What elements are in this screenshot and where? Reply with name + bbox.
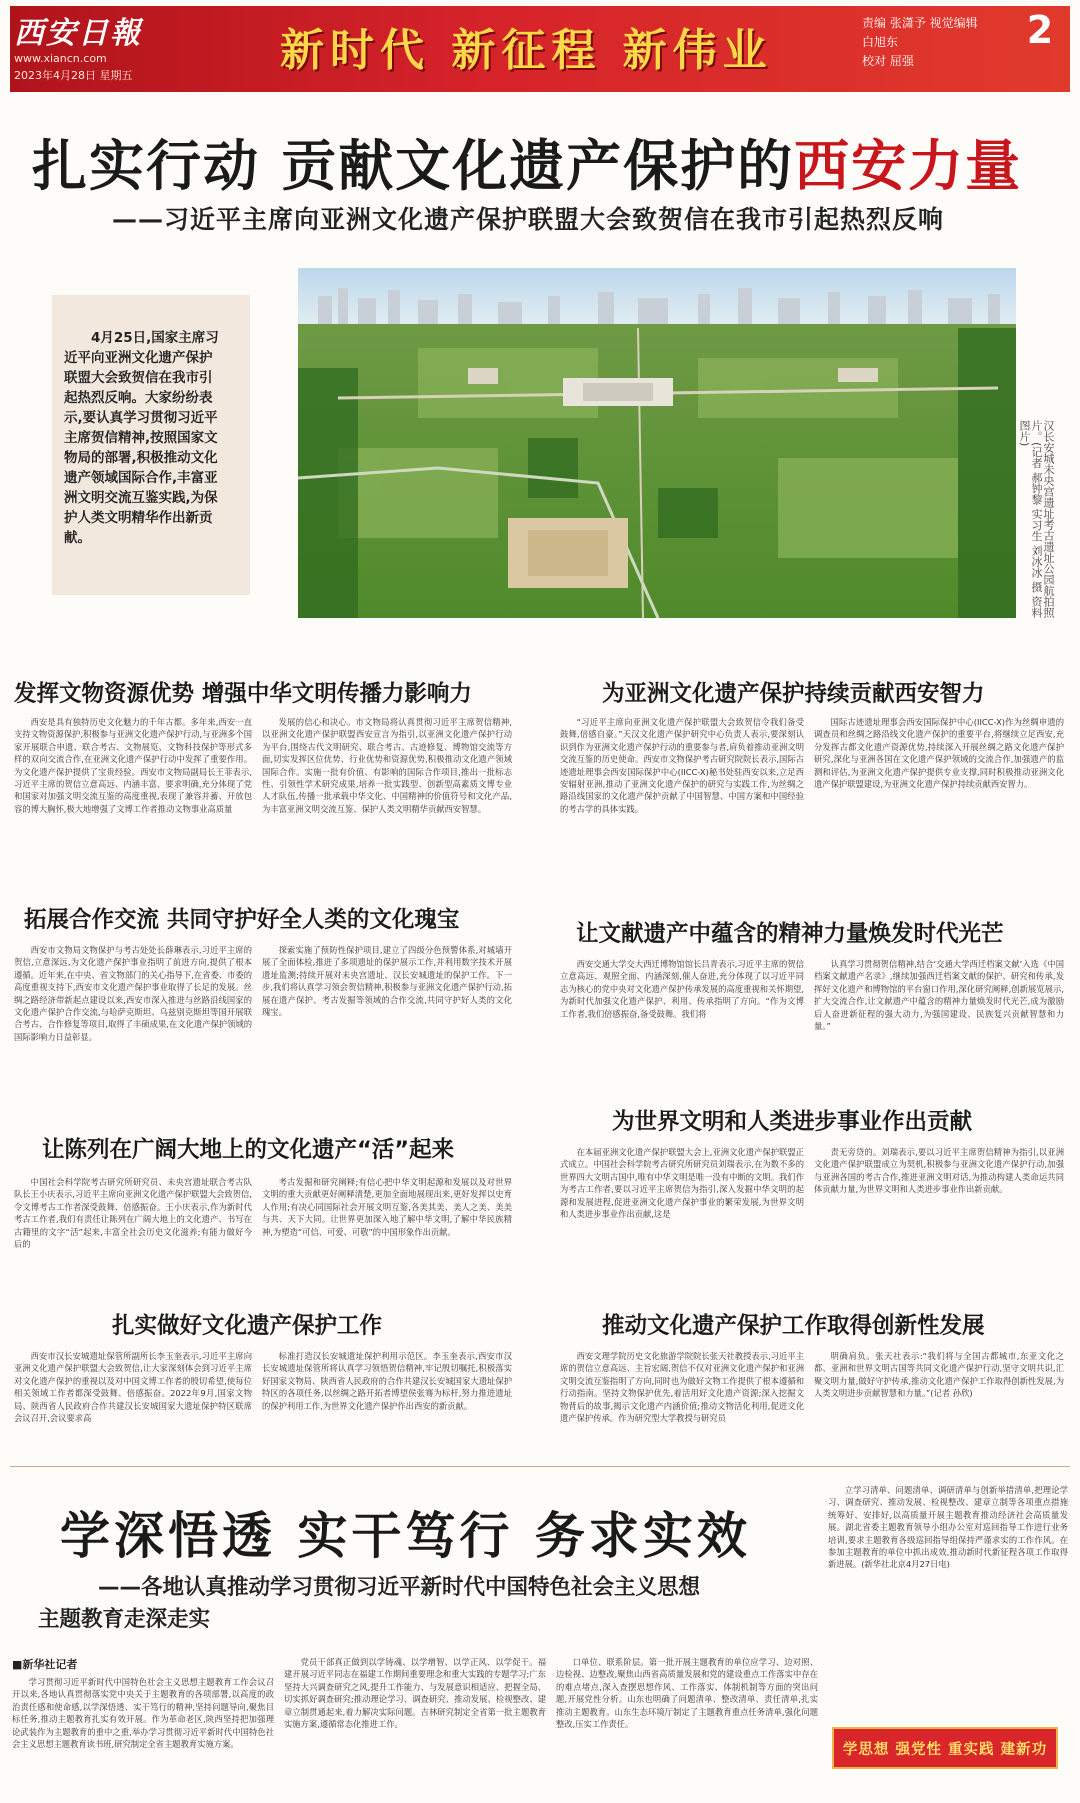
headline-part-1: 扎实行动 贡献文化遗产保护的: [32, 134, 795, 198]
section-7-col-1: 西安市汉长安城遗址保管所副所长李玉奎表示,习近平主席向亚洲文化遗产保护联盟大会致贺信,让大家深刻体会到习近平主席对文化遗产保护的重视以及对中国文博工作者的殷切希望,使每位相关领域工作者都深受鼓舞、倍感振奋。2022年9月,国家文物局、陕西省人民政府合作共建汉长安城国家大遗址保护特区联席会议召开,会议要求高: [14, 1351, 252, 1424]
campaign-tag: 学思想 强党性 重实践 建新功: [832, 1727, 1058, 1769]
editor-line-2: 校对 屈强: [862, 54, 914, 68]
photo-caption: 汉长安城未央宫遗址考古遗址公园航拍照片。(记者 郝钟黎 实习生 刘冰冰 摄 资料图片): [1018, 420, 1055, 618]
section-8-col-1: 西安文理学院历史文化旅游学院院长张天社教授表示,习近平主席的贺信立意高远、主旨宏阔,贺信不仅对亚洲文化遗产保护和亚洲文明交流互鉴指明了方向,同时也为做好文物工作提供了根本遵循和行动指南。坚持文物保护优先,着活用好文化遗产资源;深入挖掘文物背后的故事,揭示文化遗产内涵价值;推动文物活化利用,促进文化遗产保护传承。作为研究型大学教授与研究员: [560, 1351, 804, 1424]
section-2-col-1: “习近平主席向亚洲文化遗产保护联盟大会致贺信令我们备受鼓舞,倍感自豪。”天汉文化遗产保护研究中心负责人表示,要深刻认识到作为亚洲文化遗产保护行动的重要参与者,肩负着推动亚洲文明交流互鉴的历史使命。西安市文物保护考古研究院院长表示,国际古迹遗址理事会西安国际保护中心(IICC-X)秘书处驻西安以来,立足西安辐射亚洲,推动了亚洲文化遗产保护的研究与实践工作,为丝绸之路沿线国家的文化遗产保护贡献了中国智慧、中国方案和中国经验的考古学的具体实践。: [560, 717, 804, 814]
section-title-7: 扎实做好文化遗产保护工作: [112, 1313, 383, 1339]
lower-col-4: 立学习清单、问题清单、调研清单与创新举措清单,把理论学习、调查研究、推动发展、检视整改、建章立制等各项重点措施统筹好、安排好,以高质量开展主题教育推动经济社会高质量发展。湖北省委主题教育领导小组办公室对巡回指导工作进行业务培训,要求主题教育各级巡回指导组保持严谨求实的工作作风。在参加主题教育的单位中抓出成效,推动新时代新征程各项工作取得新进展。(新华社北京4月27日电): [828, 1485, 1068, 1570]
newspaper-logo[interactable]: 西安日報: [14, 16, 142, 51]
headline-part-2: 西安力量: [794, 134, 1023, 198]
page-slogan: 新时代 新征程 新伟业: [280, 25, 773, 76]
section-divider: [10, 1466, 1070, 1467]
section-8-col-2: 明确肩负。张天社表示:“我们将与全国古都城市,东亚文化之都、亚洲和世界文明古国等共同文化遗产保护行动,坚守文明共识,汇聚文明力量,做好守护传承,推动文化遗产保护工作取得创新性发展,为人类文明进步贡献智慧和力量。”(记者 孙欣): [814, 1351, 1064, 1399]
section-3-col-1: 西安市文物局文物保护与考古处处长薛琳表示,习近平主席的贺信,立意深远,为文化遗产保护事业指明了前进方向,提供了根本遵循。近年来,在中央、省文物部门的关心指导下,在省委、市委的高度重视支持下,西安市文化遗产保护事业取得了长足的发展。丝绸之路经济带新起点建设以来,西安市深入推进与丝路沿线国家的文化遗产保护合作交流,与哈萨克斯坦、乌兹别克斯坦等国开展联合考古、合作修复等项目,取得了丰硕成果,在文化遗产保护领域的国际影响力日益彰显。: [14, 945, 252, 1042]
section-5-col-1: 中国社会科学院考古研究所研究员、未央宫遗址联合考古队队长王小庆表示,习近平主席向亚洲文化遗产保护联盟大会致贺信,令文博考古工作者深受鼓舞、倍感振奋。王小庆表示,作为新时代考古工作者,我们有责任让陈列在广阔大地上的文化遗产、书写在古籍里的文字“活”起来,丰富全社会历史文化滋养;有能力做好今后的: [14, 1177, 252, 1250]
section-title-6: 为世界文明和人类进步事业作出贡献: [612, 1109, 973, 1135]
byline: ■新华社记者: [12, 1658, 78, 1671]
section-title-1: 发挥文物资源优势 增强中华文明传播力影响力: [14, 681, 472, 707]
section-4-col-1: 西安交通大学交大西迁博物馆馆长吕青表示,习近平主席的贺信立意高远、观照全面、内涵深刻,催人奋进,充分体现了以习近平同志为核心的党中央对文化遗产保护传承发展的高度重视和关怀期望,为新时代加强文化遗产保护、利用、传承指明了方向。“作为文博工作者,我们倍感振奋,备受鼓舞。我们将: [560, 959, 804, 1019]
lower-headline: 学深悟透 实干笃行 务求实效: [60, 1507, 751, 1565]
section-title-8: 推动文化遗产保护工作取得创新性发展: [602, 1313, 985, 1339]
main-headline: [32, 122, 1022, 201]
lead-text: 4月25日,国家主席习近平向亚洲文化遗产保护联盟大会致贺信在我市引起热烈反响。大家纷纷表示,要认真学习贯彻习近平主席贺信精神,按照国家文物局的部署,积极推动文化遗产领域国际合作,丰富亚洲文明交流互鉴实践,为保护人类文明精华作出新贡献。: [64, 330, 219, 546]
section-7-col-2: 标准打造汉长安城遗址保护利用示范区。李玉奎表示,西安市汉长安城遗址保管所将认真学习领悟贺信精神,牢记殷切嘱托,积极落实好国家文物局、陕西省人民政府的合作共建汉长安城国家大遗址保护特区的各项任务,以丝绸之路开拓者博望侯张骞为标杆,努力推进遗址的保护利用工作,为世界文化遗产保护作出西安的新贡献。: [262, 1351, 512, 1411]
page-number: 2: [1026, 8, 1054, 52]
aerial-photo: [298, 268, 1016, 618]
aerial-photo-illustration: [298, 268, 1016, 618]
main-subheadline: ——习近平主席向亚洲文化遗产保护联盟大会致贺信在我市引起热烈反响: [112, 205, 945, 234]
site-url[interactable]: www.xiancn.com: [14, 52, 107, 65]
section-6-col-2: 责无旁贷的。刘瑞表示,要以习近平主席贺信精神为指引,以亚洲文化遗产保护联盟成立为契机,积极参与亚洲文化遗产保护行动,加强与亚洲各国的考古合作,推进亚洲文明对话,为推动构建人类命运共同体贡献力量,为世界文明和人类进步事业作出新贡献。: [814, 1147, 1064, 1195]
lower-subheadline-2: 主题教育走深走实: [38, 1607, 211, 1632]
section-title-3: 拓展合作交流 共同守护好全人类的文化瑰宝: [24, 907, 460, 933]
section-5-col-2: 考古发掘和研究阐释;有信心把中华文明起源和发展以及对世界文明的重大贡献更好阐释清楚,更加全面地展现出来,更好发挥以史育人作用;有决心同国际社会开展文明互鉴,各美其美、美人之美、美美与共、天下大同。让世界更加深入地了解中华文明,了解中华民族精神,为塑造“可信、可爱、可敬”的中国形象作出贡献。: [262, 1177, 512, 1237]
section-1-col-1: 西安是具有独特历史文化魅力的千年古都。多年来,西安一直支持文物资源保护,积极参与亚洲文化遗产保护行动,与亚洲多个国家开展联合申遗、联合考古、文物展览、文物科技保护等形式多样的双向交流合作,在亚洲文化遗产保护行动中发挥了重要作用。为文化遗产保护提供了宝贵经验。西安市文物局副局长王菲表示,习近平主席的贺信立意高远、内涵丰富、要求明确,充分体现了党和国家对加强文明交流互鉴的高度重视,表现了兼容并蓄、开放包容的博大胸怀,极大地增强了文博工作者推动文物事业高质量: [14, 717, 252, 814]
section-3-col-2: 探索实施了预防性保护项目,建立了四级分色预警体系,对城墙开展了全面体检,推进了多项遗址的保护展示工作,并利用数字技术开展遗址监测;持续开展对未央宫遗址、汉长安城遗址的保护工作。下一步,我们将认真学习领会贺信精神,积极参与亚洲文化遗产保护行动,拓展在遗产保护、考古发掘等领域的合作交流,共同守护好人类的文化瑰宝。: [262, 945, 512, 1018]
lower-subheadline-1: ——各地认真推动学习贯彻习近平新时代中国特色社会主义思想: [98, 1575, 701, 1600]
section-title-2: 为亚洲文化遗产保护持续贡献西安智力: [602, 681, 985, 707]
section-title-5: 让陈列在广阔大地上的文化遗产“活”起来: [42, 1137, 455, 1163]
lower-col-2: 党员干部真正做到以学铸魂、以学增智、以学正风、以学促干。福建开展习近平同志在福建工作期间重要理念和重大实践的专题学习;广东坚持大兴调查研究之风,提升工作能力、与发展意识相适应、把握全局、切实抓好调查研究;推动理论学习、调查研究、推动发展、检视整改、建章立制贯通起来,着力解决实际问题。吉林研究制定全省第一批主题教育实施方案,遵循常态化推进工作。: [284, 1657, 546, 1730]
section-1-col-2: 发展的信心和决心。市文物局将认真贯彻习近平主席贺信精神,以亚洲文化遗产保护联盟西安宣言为指引,以亚洲文化遗产保护行动为平台,围绕古代文明研究、联合考古、古迹修复、博物馆交流等方面,切实发挥区位优势、行业优势和资源优势,积极推动文化遗产领域国际合作。实施一批有价值、有影响的国际合作项目,推出一批标志性、引领性学术研究成果,培养一批实践型、创新型高素质文博专业人才队伍,传播一批承载中华文化、中国精神的价值符号和文化产品,为丰富亚洲文明交流互鉴、保护人类文明精华贡献西安智慧。: [262, 717, 512, 814]
editor-line-1: 责编 张潇予 视觉编辑 白旭东: [862, 16, 978, 49]
editor-credits: [862, 14, 982, 71]
issue-date: 2023年4月28日 星期五: [14, 69, 133, 82]
section-title-4: 让文献遗产中蕴含的精神力量焕发时代光芒: [576, 921, 1004, 947]
section-4-col-2: 认真学习贯彻贺信精神,结合‘交通大学西迁档案文献’入选《中国档案文献遗产名录》,继续加强西迁档案文献的保护、研究和传承,发挥好文化遗产和博物馆的平台窗口作用,深化研究阐释,创新展览展示,扩大交流合作,让文献遗产中蕴含的精神力量焕发时代光芒,成为激励后人奋进新征程的强大动力,为强国建设、民族复兴贡献智慧和力量。”: [814, 959, 1064, 1032]
lower-col-1: 学习贯彻习近平新时代中国特色社会主义思想主题教育工作会议召开以来,各地认真贯彻落实党中央关于主题教育的各项部署,以高度的政治责任感和使命感,以学深悟透、实干笃行的精神,坚持问题导向,聚焦目标任务,推动主题教育扎实有效开展。作为革命老区,陕西坚持把加强理论武装作为主题教育的重中之重,举办学习贯彻习近平新时代中国特色社会主义思想主题教育读书班,研究制定全省主题教育实施方案。: [12, 1677, 274, 1750]
lower-col-3: 口单位、联系阶层。第一批开展主题教育的单位应学习、边对照、边检视、边整改,聚焦山西省高质量发展和党的建设重点工作落实中存在的难点堵点,深入查摆思想作风、工作落实、体制机制等方面的突出问题,开展党性分析。山东也明确了问题清单、整改清单、责任清单,扎实推动主题教育。山东生态环境厅制定了主题教育重点任务清单,强化问题整改,压实工作责任。: [556, 1657, 818, 1730]
section-6-col-1: 在本届亚洲文化遗产保护联盟大会上,亚洲文化遗产保护联盟正式成立。中国社会科学院考古研究所研究员刘瑞表示,在为数不多的世界四大文明古国中,唯有中华文明是唯一没有中断的文明。我们作为考古工作者,要以习近平主席贺信为指引,深入发掘中华文明的起源和发展进程,促进亚洲文化遗产保护事业的繁荣发展,为世界文明和人类进步事业作出贡献,这是: [560, 1147, 804, 1220]
section-2-col-2: 国际古迹遗址理事会西安国际保护中心(IICC-X)作为丝绸申遗的调查员和丝绸之路沿线文化遗产保护的重要平台,将继续立足西安,充分发挥古都文化遗产资源优势,持续深入开展丝绸之路文化遗产保护研究,深化与亚洲各国在文化遗产保护领域的交流合作,加强遗产的监测和评估,为亚洲文化遗产保护提供专业支撑,同时积极推动亚洲文化遗产保护联盟建设,为亚洲文化遗产保护持续贡献西安智力。: [814, 717, 1064, 790]
